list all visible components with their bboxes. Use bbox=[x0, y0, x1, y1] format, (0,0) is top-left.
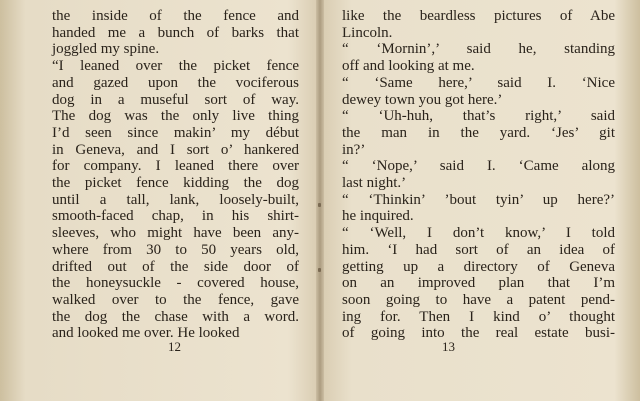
right-page-text bbox=[342, 8, 615, 342]
text-line: “ ‘Uh-huh, that’s right,’ said bbox=[342, 108, 615, 125]
text-line: joggled my spine. bbox=[52, 41, 160, 58]
text-line: he inquired. bbox=[342, 208, 414, 225]
text-line: soon going to have a patent pend- bbox=[342, 291, 615, 308]
text-line: for company. I leaned there over bbox=[52, 158, 299, 175]
left-page-number: 12 bbox=[168, 339, 181, 354]
text-line: smooth-faced chap, in his shirt- bbox=[52, 208, 299, 225]
text-line: the picket fence kidding the dog bbox=[52, 175, 299, 192]
text-line: ing for. Then I kind o’ thought bbox=[342, 308, 615, 325]
text-line: Lincoln. bbox=[342, 24, 393, 41]
text-line: dewey town you got here.’ bbox=[342, 91, 503, 108]
text-line: “ ‘Nope,’ said I. ‘Came along bbox=[342, 158, 615, 175]
text-line: in?’ bbox=[342, 141, 366, 158]
text-line: off and looking at me. bbox=[342, 58, 475, 75]
text-line: the inside of the fence and bbox=[52, 8, 299, 24]
text-line: The dog was the only live thing bbox=[52, 108, 299, 125]
text-line: “ ‘Mornin’,’ said he, standing bbox=[342, 41, 615, 58]
right-page bbox=[322, 0, 640, 401]
text-line: “ ‘Well, I don’t know,’ I told bbox=[342, 225, 615, 242]
left-page-text bbox=[52, 8, 299, 342]
text-line: like the beardless pictures of Abe bbox=[342, 8, 615, 24]
text-line: him. ‘I had sort of an idea of bbox=[342, 241, 615, 258]
text-line: I’d seen since makin’ my début bbox=[52, 124, 299, 141]
right-page-number: 13 bbox=[442, 339, 455, 354]
text-line: until a tall, lank, loosely-built, bbox=[52, 191, 299, 208]
text-line: and looked me over. He looked bbox=[52, 325, 240, 342]
text-line: last night.’ bbox=[342, 175, 407, 192]
text-line: getting up a directory of Geneva bbox=[342, 258, 615, 275]
text-line: the man in the yard. ‘Jes’ git bbox=[342, 124, 615, 141]
text-line: sleeves, who might have been any- bbox=[52, 225, 299, 242]
staple-top bbox=[318, 203, 321, 207]
text-line: the dog the chase with a word. bbox=[52, 308, 299, 325]
text-line: on an improved plan that I’m bbox=[342, 275, 615, 292]
text-line: of going into the real estate busi- bbox=[342, 325, 615, 342]
left-page bbox=[0, 0, 318, 401]
text-line: “I leaned over the picket fence bbox=[52, 58, 299, 75]
text-line: dog in a museful sort of way. bbox=[52, 91, 299, 108]
text-line: drifted out of the side door of bbox=[52, 258, 299, 275]
staple-bottom bbox=[318, 268, 321, 272]
text-line: “ ‘Thinkin’ ’bout tyin’ up here?’ bbox=[342, 191, 615, 208]
text-line: walked over to the fence, gave bbox=[52, 291, 299, 308]
text-line: and gazed upon the vociferous bbox=[52, 74, 299, 91]
text-line: the honeysuckle - covered house, bbox=[52, 275, 299, 292]
text-line: where from 30 to 50 years old, bbox=[52, 241, 299, 258]
text-line: handed me a bunch of barks that bbox=[52, 24, 299, 41]
text-line: in Geneva, and I sort o’ hankered bbox=[52, 141, 299, 158]
text-line: “ ‘Same here,’ said I. ‘Nice bbox=[342, 74, 615, 91]
